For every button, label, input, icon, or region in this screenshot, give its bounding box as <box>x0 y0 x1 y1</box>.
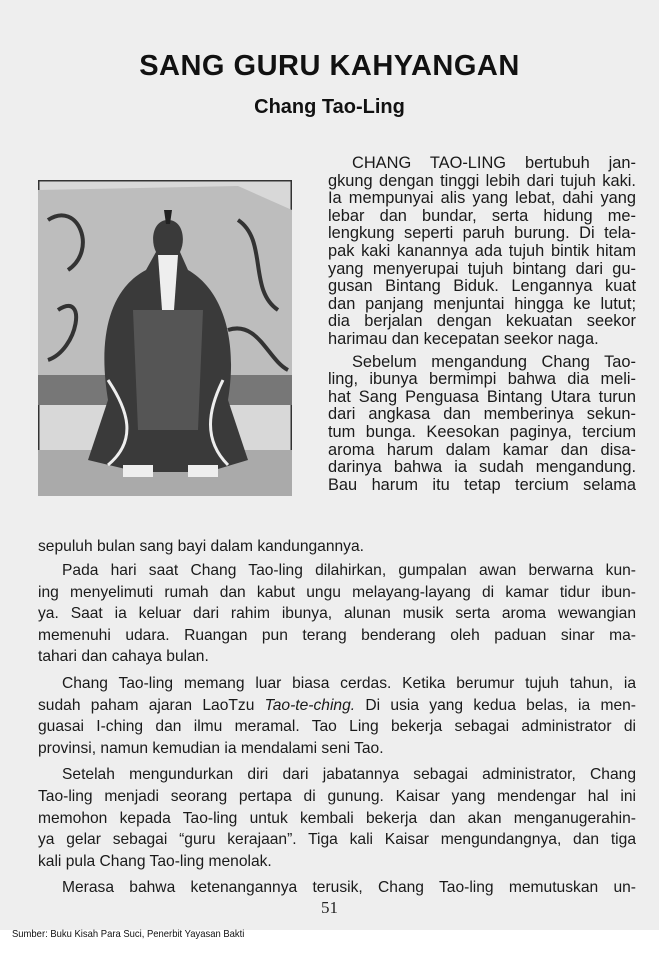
text-segment: sudah paham ajaran LaoTzu <box>38 696 265 714</box>
body-text <box>38 560 636 904</box>
page-subtitle: Chang Tao-Ling <box>254 96 405 118</box>
text-line: Pada hari saat Chang Tao-ling dilahirkan, gumpalan awan berwarna kun- <box>62 562 636 579</box>
text-line: Setelah mengundurkan diri dari jabatannya sebagai administrator, Chang <box>62 766 636 784</box>
paragraph <box>38 877 636 899</box>
text-line: tum bunga. Keesokan paginya, tercium <box>328 423 636 441</box>
text-line: aroma harum dalam kamar dan disa- <box>328 441 636 459</box>
text-line: memenuhi udara. Ruangan pun terang benderang oleh paduan sinar ma- <box>38 626 636 644</box>
text-line: dari angkasa dan memberinya sekun- <box>328 406 636 424</box>
text-line: Merasa bahwa ketenangannya terusik, Chang Tao-ling memutuskan un- <box>62 879 636 897</box>
text-line: harimau dan kecepatan seekor naga. <box>328 330 599 348</box>
page-number: 51 <box>321 898 338 917</box>
source-caption: Sumber: Buku Kisah Para Suci, Penerbit Yayasan Bakti <box>12 928 245 940</box>
text-line: kali pula Chang Tao-ling menolak. <box>38 852 272 870</box>
text-line: Tao-ling menjadi seorang pertapa di gunung. Kaisar yang mendengar hal ini <box>38 787 636 805</box>
text-line: ya. Saat ia keluar dari rahim ibunya, alunan musik serta aroma wewangian <box>38 605 636 623</box>
portrait-illustration <box>38 180 292 496</box>
paragraph <box>328 354 636 495</box>
text-line: Sebelum mengandung Chang Tao- <box>352 353 636 371</box>
paragraph <box>38 764 636 872</box>
text-line: ya gelar sebagai “guru kerajaan”. Tiga kali Kaisar mengundangnya, dan tiga <box>38 831 636 849</box>
text-line: gkung dengan tinggi lebih dari tujuh kaki. <box>328 172 636 190</box>
text-line: sepuluh bulan sang bayi dalam kandungannya. <box>38 538 364 555</box>
text-line: memohon kepada Tao-ling untuk kembali bekerja dan akan menganugerahin- <box>38 809 636 827</box>
text-line: darinya bahwa ia sudah mengandung. <box>328 459 636 477</box>
paragraph <box>38 560 636 668</box>
text-line: pak kaki kanannya ada tujuh bintik hitam <box>328 242 636 260</box>
text-line: hat Sang Penguasa Bintang Utara turun <box>328 388 636 406</box>
italic-title: Tao-te-ching. <box>264 696 356 714</box>
page-title: SANG GURU KAHYANGAN <box>139 50 520 82</box>
text-line: dia berjalan dengan kekuatan seekor <box>328 313 636 331</box>
text-segment: Di usia yang kedua belas, ia men- <box>355 696 636 714</box>
text-line: Ia mempunyai alis yang lebat, dahi yang <box>328 190 636 208</box>
text-line: dan panjang menjuntai hingga ke lutut; <box>328 295 636 313</box>
text-line: Bau harum itu tetap tercium selama <box>328 476 636 494</box>
text-line: lebar dan bundar, serta hidung me- <box>328 207 636 225</box>
paragraph <box>328 155 636 349</box>
text-line: Chang Tao-ling memang luar biasa cerdas. Ketika berumur tujuh tahun, ia <box>62 674 636 692</box>
text-line: ling, ibunya bermimpi bahwa dia meli- <box>328 371 636 389</box>
right-column-text <box>328 155 636 499</box>
text-line: provinsi, namun kemudian ia mendalami seni Tao. <box>38 739 384 757</box>
continuation-text <box>38 536 636 558</box>
text-line: lengkung seperti paruh burung. Di tela- <box>328 225 636 243</box>
text-line: guasai I-ching dan ilmu meramal. Tao Ling bekerja sebagai administrator di <box>38 718 636 736</box>
paragraph <box>38 673 636 759</box>
text-line: yang menyerupai tujuh bintang dari gu- <box>328 260 636 278</box>
text-line: CHANG TAO-LING bertubuh jan- <box>352 155 636 172</box>
text-line: ing menyelimuti rumah dan kabut ungu melayang-layang di kamar tidur ibun- <box>38 583 636 601</box>
text-line: gusan Bintang Biduk. Lengannya kuat <box>328 278 636 296</box>
text-line: tahari dan cahaya bulan. <box>38 648 209 666</box>
text-line <box>38 695 636 717</box>
